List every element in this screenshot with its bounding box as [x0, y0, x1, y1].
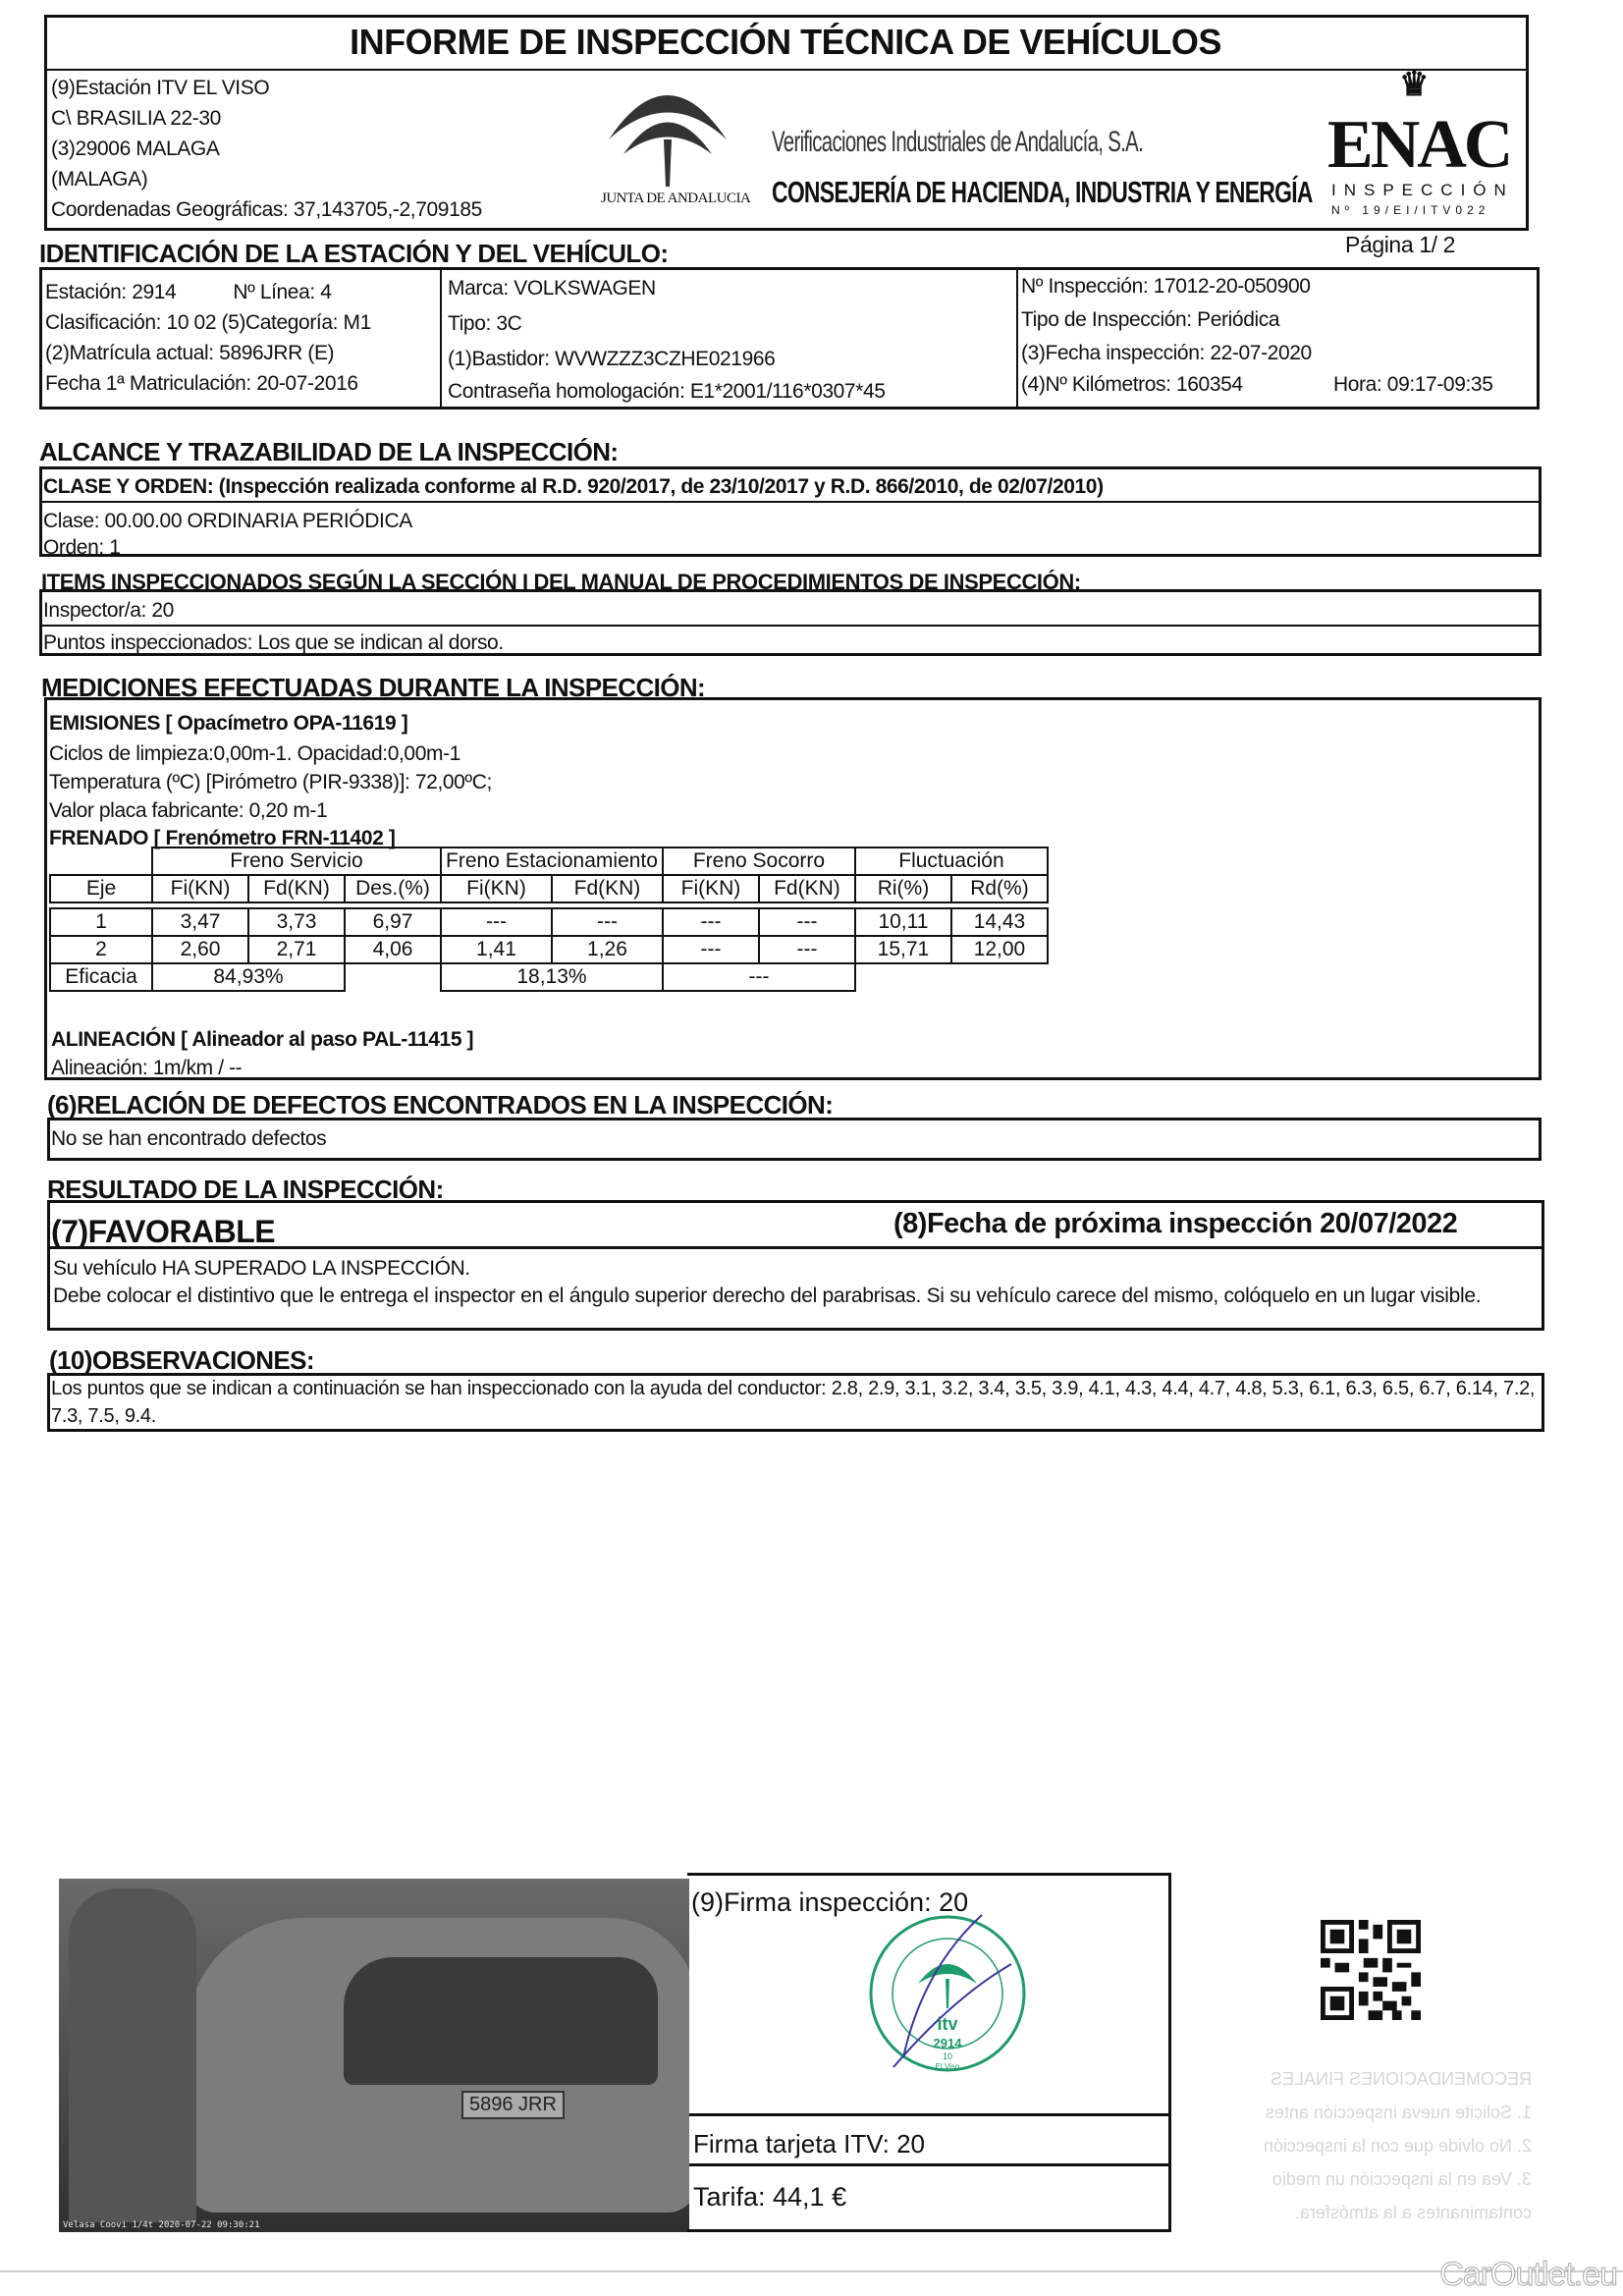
divider [689, 2113, 1170, 2116]
brake-group-header [50, 847, 1048, 875]
clasificacion: Clasificación: 10 02 (5)Categoría: M1 [45, 311, 371, 334]
eficacia-estacionamiento: 18,13% [441, 963, 663, 991]
tarifa: Tarifa: 44,1 € [693, 2182, 847, 2212]
qr-code-icon [1321, 1920, 1421, 2020]
cell: 2 [50, 936, 152, 963]
defectos-text: No se han encontrado defectos [51, 1127, 327, 1150]
divider [41, 501, 1540, 503]
cell: --- [759, 908, 855, 936]
table-row [50, 936, 1048, 963]
station-line: (MALAGA) [51, 168, 148, 191]
clase-orden-title: CLASE Y ORDEN: (Inspección realizada conforme al R.D. 920/2017, de 23/10/2017 y R.D. 866/2010, de 02/07/2010) [43, 475, 1104, 498]
num-inspeccion: Nº Inspección: 17012-20-050900 [1021, 275, 1311, 298]
cell: 1,26 [552, 936, 663, 963]
reverse-line: 1. Solicite nueva inspección antes [1265, 2103, 1532, 2122]
linea: Nº Línea: 4 [233, 281, 332, 303]
cell: 2,71 [248, 936, 345, 963]
group-freno-socorro: Freno Socorro [663, 847, 855, 875]
cell: --- [759, 936, 855, 963]
result-favorable: (7)FAVORABLE [51, 1214, 276, 1249]
enac-crown-icon: ♛ [1399, 66, 1430, 103]
col-divider [440, 269, 442, 408]
reverse-line: contaminantes a la atmósfera. [1294, 2203, 1532, 2222]
cell: --- [552, 908, 663, 936]
marca: Marca: VOLKSWAGEN [448, 277, 656, 300]
homologacion: Contraseña homologación: E1*2001/116*0307*45 [448, 380, 886, 403]
cell: 3,73 [248, 908, 345, 936]
eficacia-socorro: --- [663, 963, 855, 991]
enac-code: Nº 19/EI/ITV022 [1331, 203, 1490, 217]
hora: Hora: 09:17-09:35 [1333, 373, 1493, 396]
vehicle-col-1 [45, 281, 371, 403]
col-header: Fd(KN) [759, 875, 855, 902]
cell: 1 [50, 908, 152, 936]
reverse-line: 3. Vea en la inspección un medio [1271, 2169, 1532, 2189]
puntos-inspeccionados: Puntos inspeccionados: Los que se indican al dorso. [43, 631, 504, 654]
company-name: Verificaciones Industriales de Andalucía, S.A. [772, 126, 1144, 158]
header-title-divider [47, 69, 1526, 71]
col-header: Fd(KN) [552, 875, 663, 902]
person-silhouette [69, 1888, 196, 2222]
eficacia-label: Eficacia [50, 963, 152, 991]
kilometros: (4)Nº Kilómetros: 160354 [1021, 373, 1243, 396]
mediciones-heading: MEDICIONES EFECTUADAS DURANTE LA INSPECCIÓN: [41, 673, 706, 702]
vehicle-col-2 [448, 277, 886, 410]
col-header: Eje [50, 875, 152, 902]
station-line: Coordenadas Geográficas: 37,143705,-2,709185 [51, 198, 482, 221]
col-divider [1016, 269, 1018, 408]
reverse-bleedthrough [1227, 2062, 1532, 2229]
items-heading: ITEMS INSPECCIONADOS SEGÚN LA SECCIÓN I DEL MANUAL DE PROCEDIMIENTOS DE INSPECCIÓN: [41, 570, 1081, 594]
cell: --- [663, 936, 759, 963]
reverse-line: RECOMENDACIONES FINALES [1270, 2069, 1532, 2089]
result-line-2: Debe colocar el distintivo que le entrega el inspector en el ángulo superior derecho del parabrisas. Si su vehículo carece del mismo, colóquelo en un lugar visible. [53, 1285, 1482, 1307]
cell: 2,60 [152, 936, 248, 963]
next-inspection-date: (8)Fecha de próxima inspección 20/07/2022 [893, 1208, 1458, 1239]
divider [41, 625, 1540, 627]
cell: 3,47 [152, 908, 248, 936]
inspector: Inspector/a: 20 [43, 599, 174, 622]
stamp-itv: itv [937, 2014, 958, 2034]
divider [689, 2163, 1170, 2166]
frenado-title: FRENADO [ Frenómetro FRN-11402 ] [49, 827, 396, 849]
stamp-number: 2914 [933, 2036, 962, 2050]
page-bottom-edge [0, 2270, 1623, 2272]
official-stamp-icon [864, 1910, 1031, 2077]
col-header: Fi(KN) [152, 875, 248, 902]
orden: Orden: 1 [43, 536, 121, 559]
table-row [50, 908, 1048, 936]
identificacion-heading: IDENTIFICACIÓN DE LA ESTACIÓN Y DEL VEHÍCULO: [39, 239, 669, 268]
page-number: Página 1/ 2 [1345, 232, 1455, 257]
car-rear-window [344, 1957, 658, 2085]
tipo-inspeccion: Tipo de Inspección: Periódica [1021, 308, 1280, 331]
resultado-heading: RESULTADO DE LA INSPECCIÓN: [47, 1175, 444, 1204]
col-header: Fd(KN) [248, 875, 345, 902]
cell: 12,00 [951, 936, 1048, 963]
col-header: Des.(%) [345, 875, 441, 902]
emisiones-title: EMISIONES [ Opacímetro OPA-11619 ] [49, 712, 408, 735]
brake-table [49, 847, 1049, 992]
report-title: INFORME DE INSPECCIÓN TÉCNICA DE VEHÍCULOS [350, 22, 1221, 62]
junta-label: JUNTA DE ANDALUCIA [601, 191, 751, 206]
stamp-place: El Viso [935, 2062, 960, 2071]
tipo: Tipo: 3C [448, 312, 522, 335]
col-header: Ri(%) [855, 875, 951, 902]
group-freno-servicio: Freno Servicio [152, 847, 441, 875]
defectos-heading: (6)RELACIÓN DE DEFECTOS ENCONTRADOS EN LA INSPECCIÓN: [47, 1090, 834, 1120]
vehicle-col-3 [1021, 275, 1532, 404]
enac-sub: INSPECCIÓN [1331, 181, 1514, 199]
station-line: (3)29006 MALAGA [51, 137, 220, 160]
vehicle-photo [59, 1879, 689, 2232]
firma-inspeccion: (9)Firma inspección: 20 [691, 1887, 969, 1917]
eficacia-row [50, 963, 1048, 991]
reverse-line: 2. No olvide que con la inspección [1263, 2136, 1532, 2156]
cell: --- [441, 908, 552, 936]
cell: 4,06 [345, 936, 441, 963]
col-header: Fi(KN) [441, 875, 552, 902]
group-freno-estacionamiento: Freno Estacionamiento [441, 847, 663, 875]
fecha-inspeccion: (3)Fecha inspección: 22-07-2020 [1021, 342, 1312, 364]
alcance-heading: ALCANCE Y TRAZABILIDAD DE LA INSPECCIÓN: [39, 437, 619, 466]
station-line: (9)Estación ITV EL VISO [51, 77, 270, 99]
col-header: Fi(KN) [663, 875, 759, 902]
emisiones-line: Ciclos de limpieza:0,00m-1. Opacidad:0,00m-1 [49, 742, 460, 765]
fecha-matriculacion: Fecha 1ª Matriculación: 20-07-2016 [45, 372, 358, 395]
license-plate: 5896 JRR [461, 2091, 565, 2119]
col-header: Rd(%) [951, 875, 1048, 902]
cell: 6,97 [345, 908, 441, 936]
eficacia-servicio: 84,93% [152, 963, 345, 991]
stamp-line: 10 [942, 2051, 953, 2061]
emisiones-line: Temperatura (ºC) [Pirómetro (PIR-9338)]: 72,00ºC; [49, 771, 492, 793]
result-line-1: Su vehículo HA SUPERADO LA INSPECCIÓN. [53, 1257, 470, 1280]
brake-column-header [50, 875, 1048, 902]
station-line: C\ BRASILIA 22-30 [51, 107, 221, 130]
alineacion-value: Alineación: 1m/km / -- [51, 1057, 243, 1079]
photo-caption: Velasa Coovi 1/4t 2020-07-22 09:30:21 [63, 2220, 260, 2230]
consejeria-name: CONSEJERÍA DE HACIENDA, INDUSTRIA Y ENERGÍA [772, 175, 1313, 209]
enac-logo: ENAC [1327, 107, 1511, 183]
cell: --- [663, 908, 759, 936]
alineacion-title: ALINEACIÓN [ Alineador al paso PAL-11415 ] [51, 1028, 474, 1051]
firma-tarjeta: Firma tarjeta ITV: 20 [693, 2129, 925, 2159]
cell: 1,41 [441, 936, 552, 963]
bastidor: (1)Bastidor: WVWZZZ3CZHE021966 [448, 348, 776, 370]
matricula: (2)Matrícula actual: 5896JRR (E) [45, 342, 335, 364]
cell: 14,43 [951, 908, 1048, 936]
station-address [51, 77, 482, 229]
estacion: Estación: 2914 [45, 281, 177, 303]
clase: Clase: 00.00.00 ORDINARIA PERIÓDICA [43, 510, 412, 532]
cell: 10,11 [855, 908, 951, 936]
cell: 15,71 [855, 936, 951, 963]
emisiones-line: Valor placa fabricante: 0,20 m-1 [49, 799, 328, 822]
observaciones-text: Los puntos que se indican a continuación se han inspeccionado con la ayuda del conductor: 2.8, 2.9, 3.1, 3.2, 3.4, 3.5, 3.9, 4.1, 4.3, 4.4, 4.7, 4.8, 5.3, 6.1, 6.3, 6.5, 6.7, 6.14, 7.2, 7.3, 7.5, 9.4. [51, 1378, 1536, 1427]
observaciones-heading: (10)OBSERVACIONES: [49, 1345, 314, 1375]
group-fluctuacion: Fluctuación [855, 847, 1048, 875]
junta-andalucia-logo-icon [599, 71, 736, 189]
watermark: CarOutlet.eu [1439, 2256, 1617, 2293]
